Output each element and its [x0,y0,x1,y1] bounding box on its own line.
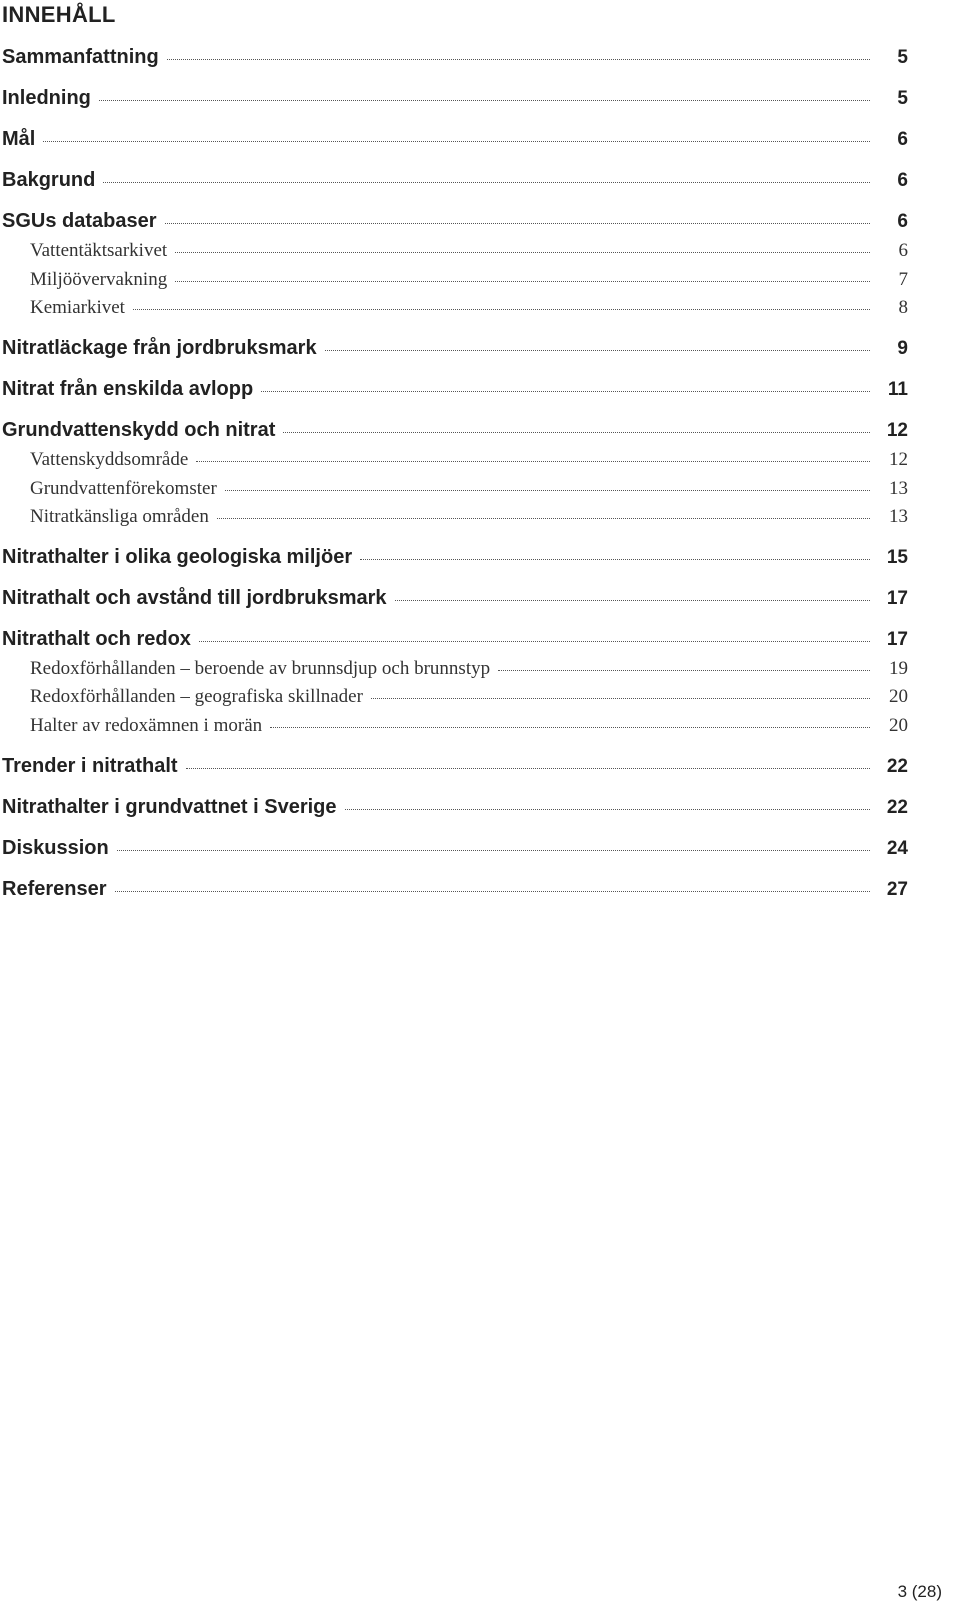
toc-entry-page: 17 [886,629,908,650]
toc-entry[interactable] [0,755,908,778]
toc-entry-label: Diskussion [2,837,109,859]
toc-entry-label: Nitrat från enskilda avlopp [2,378,254,400]
toc-entry[interactable] [0,378,908,401]
toc-entry-label: Halter av redoxämnen i morän [30,715,263,736]
dot-leader [103,182,870,183]
toc-entry-label: Inledning [2,87,91,109]
toc-entry-label: Redoxförhållanden – geografiska skillnader [30,686,363,707]
page-number: 3 (28) [897,1582,942,1601]
toc-entry[interactable] [0,546,908,569]
toc-entry[interactable] [0,419,908,442]
toc-entry-label: Trender i nitrathalt [2,755,178,777]
dot-leader [186,768,870,769]
toc-entry[interactable] [0,506,908,528]
dot-leader [225,490,870,491]
toc-entry[interactable] [0,240,908,262]
toc-title: INNEHÅLL [2,2,116,27]
dot-leader [360,559,870,560]
dot-leader [325,350,870,351]
toc-entry-page: 24 [886,838,908,859]
dot-leader [261,391,870,392]
toc-entry-page: 5 [897,47,908,68]
toc-entry-page: 12 [886,420,908,441]
toc-entry-label: Referenser [2,878,107,900]
toc-entry-page: 17 [886,588,908,609]
toc-entry-page: 15 [886,547,908,568]
toc-entry-label: Miljöövervakning [30,269,168,290]
toc-entry-page: 11 [887,379,908,400]
dot-leader [196,461,870,462]
toc-entry[interactable] [0,269,908,291]
toc-entry[interactable] [0,128,908,151]
dot-leader [283,432,870,433]
dot-leader [371,698,870,699]
dot-leader [117,850,870,851]
dot-leader [498,670,870,671]
toc-entry-label: Nitratkänsliga områden [30,506,209,527]
toc-entry-label: Kemiarkivet [30,297,125,318]
toc-entry[interactable] [0,587,908,610]
toc-entry-page: 20 [889,686,908,707]
toc-entry[interactable] [0,478,908,500]
toc-entry[interactable] [0,686,908,708]
toc-entry-label: Redoxförhållanden – beroende av brunnsdjup och brunnstyp [30,658,491,679]
dot-leader [199,641,870,642]
dot-leader [175,281,870,282]
toc-entry-label: Grundvattenskydd och nitrat [2,419,276,441]
toc-entry[interactable] [0,337,908,360]
toc-entry-label: Vattentäktsarkivet [30,240,168,261]
toc-entry[interactable] [0,715,908,737]
toc-entry[interactable] [0,658,908,680]
toc-entry-page: 12 [889,449,908,470]
toc-entry-page: 13 [889,506,908,527]
toc-entry[interactable] [0,87,908,110]
toc-entry-label: Nitrathalt och redox [2,628,191,650]
toc-entry-page: 7 [898,269,908,290]
dot-leader [270,727,870,728]
toc-entry-page: 20 [889,715,908,736]
toc-entry[interactable] [0,169,908,192]
dot-leader [345,809,870,810]
toc-entry-label: SGUs databaser [2,210,157,232]
toc-entry-page: 22 [886,797,908,818]
dot-leader [167,59,870,60]
toc-entry-page: 6 [898,240,908,261]
toc-entry-label: Bakgrund [2,169,96,191]
dot-leader [175,252,870,253]
toc-entry-label: Nitrathalter i grundvattnet i Sverige [2,796,337,818]
dot-leader [395,600,870,601]
toc-entry[interactable] [0,796,908,819]
toc-entry[interactable] [0,297,908,319]
dot-leader [165,223,870,224]
toc-entry-label: Nitrathalt och avstånd till jordbruksmark [2,587,387,609]
toc-entry[interactable] [0,878,908,901]
toc-entry-label: Grundvattenförekomster [30,478,217,499]
dot-leader [115,891,870,892]
toc-entry-page: 5 [897,88,908,109]
toc-entry-page: 13 [889,478,908,499]
dot-leader [217,518,870,519]
toc-entry-page: 22 [886,756,908,777]
toc-entry-label: Mål [2,128,36,150]
toc-entry-page: 6 [897,211,908,232]
toc-entry[interactable] [0,46,908,69]
toc-entry-page: 6 [897,170,908,191]
toc-entry-page: 19 [889,658,908,679]
toc-entry-page: 9 [897,338,908,359]
toc-entry[interactable] [0,628,908,651]
toc-entry-label: Sammanfattning [2,46,159,68]
toc-entry-page: 27 [886,879,908,900]
dot-leader [99,100,870,101]
dot-leader [43,141,870,142]
dot-leader [133,309,870,310]
toc-entry[interactable] [0,210,908,233]
toc-entry-page: 6 [897,129,908,150]
toc-entry[interactable] [0,449,908,471]
toc-entry-label: Nitrathalter i olika geologiska miljöer [2,546,353,568]
toc-entry[interactable] [0,837,908,860]
toc-entry-label: Vattenskyddsområde [30,449,189,470]
toc-entry-page: 8 [898,297,908,318]
toc-entry-label: Nitratläckage från jordbruksmark [2,337,317,359]
